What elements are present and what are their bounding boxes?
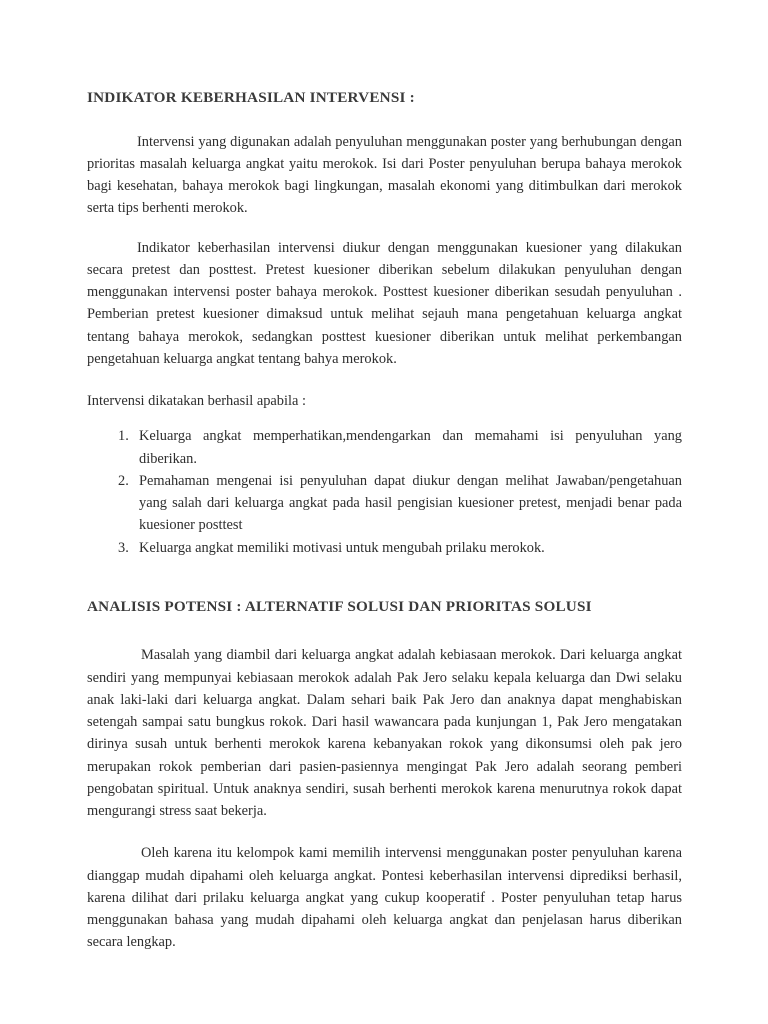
document-body <box>87 88 682 954</box>
spacer <box>87 559 682 597</box>
section-heading-analisis: ANALISIS POTENSI : ALTERNATIF SOLUSI DAN PRIORITAS SOLUSI <box>87 597 592 615</box>
spacer <box>87 617 682 644</box>
list-marker: 3. <box>118 539 129 556</box>
list-item <box>87 425 682 470</box>
spacer <box>87 370 682 390</box>
list-item-text: Keluarga angkat memiliki motivasi untuk mengubah prilaku merokok. <box>139 539 545 556</box>
list-item <box>87 470 682 537</box>
list-item-text: Keluarga angkat memperhatikan,mendengarkan dan memahami isi penyuluhan yang diberikan. <box>139 428 682 467</box>
spacer <box>87 109 682 131</box>
list-marker: 1. <box>118 428 129 445</box>
paragraph-intervensi-poster-alasan: Oleh karena itu kelompok kami memilih intervensi menggunakan poster penyuluhan karena dianggap mudah dipahami oleh keluarga angkat. Pontesi keberhasilan intervensi diprediksi berhasil, karena dilihat dari prilaku keluarga angkat yang cukup kooperatif . Poster penyuluhan tetap harus menggunakan bahasa yang mudah dipahami oleh keluarga angkat dan penjelasan harus diberikan secara lengkap. <box>87 845 682 951</box>
paragraph-indikator-kuesioner: Indikator keberhasilan intervensi diukur dengan menggunakan kuesioner yang dilakukan secara pretest dan posttest. Pretest kuesioner diberikan sebelum dilakukan penyuluhan dengan menggunakan intervensi poster bahaya merokok. Posttest kuesioner diberikan sesudah penyuluhan . Pemberian pretest kuesioner dimaksud untuk melihat sejauh mana pengetahuan keluarga angkat tentang bahaya merokok, sedangkan posttest kuesioner diberikan untuk melihat perkembangan pengetahuan keluarga angkat tentang bahya merokok. <box>87 239 682 367</box>
spacer <box>87 412 682 425</box>
paragraph-intervensi-poster: Intervensi yang digunakan adalah penyuluhan menggunakan poster yang berhubungan dengan prioritas masalah keluarga angkat yaitu merokok. Isi dari Poster penyuluhan berupa bahaya merokok bagi kesehatan, bahaya merokok bagi lingkungan, masalah ekonomi yang ditimbulkan dari merokok serta tips berhenti merokok. <box>87 133 682 217</box>
keberhasilan-list <box>87 425 682 559</box>
list-item-text: Pemahaman mengenai isi penyuluhan dapat diukur dengan melihat Jawaban/pengetahuan yang salah dari keluarga angkat pada hasil pengisian kuesioner pretest, menjadi benar pada kuesioner posttest <box>139 472 682 534</box>
list-item <box>87 537 682 559</box>
section-heading-indikator: INDIKATOR KEBERHASILAN INTERVENSI : <box>87 89 415 106</box>
spacer <box>87 220 682 237</box>
list-marker: 2. <box>118 472 129 489</box>
list-intro-text: Intervensi dikatakan berhasil apabila : <box>87 393 306 410</box>
spacer <box>87 822 682 842</box>
paragraph-masalah-merokok: Masalah yang diambil dari keluarga angkat adalah kebiasaan merokok. Dari keluarga angkat sendiri yang mempunyai kebiasaan merokok adalah Pak Jero selaku kepala keluarga dan Dwi selaku anak laki-laki dari keluarga angkat. Dalam sehari baik Pak Jero dan anaknya dapat menghabiskan setengah sampai satu bungkus rokok. Dari hasil wawancara pada kunjungan 1, Pak Jero mengatakan dirinya susah untuk berhenti merokok karena kebanyakan rokok yang dikonsumsi oleh pak jero merupakan rokok pemberian dari pasien-pasiennya mengingat Pak Jero adalah seorang pemberi pengobatan spiritual. Untuk anaknya sendiri, susah berhenti merokok karena menurutnya rokok dapat mengurangi stress saat bekerja. <box>87 647 682 820</box>
